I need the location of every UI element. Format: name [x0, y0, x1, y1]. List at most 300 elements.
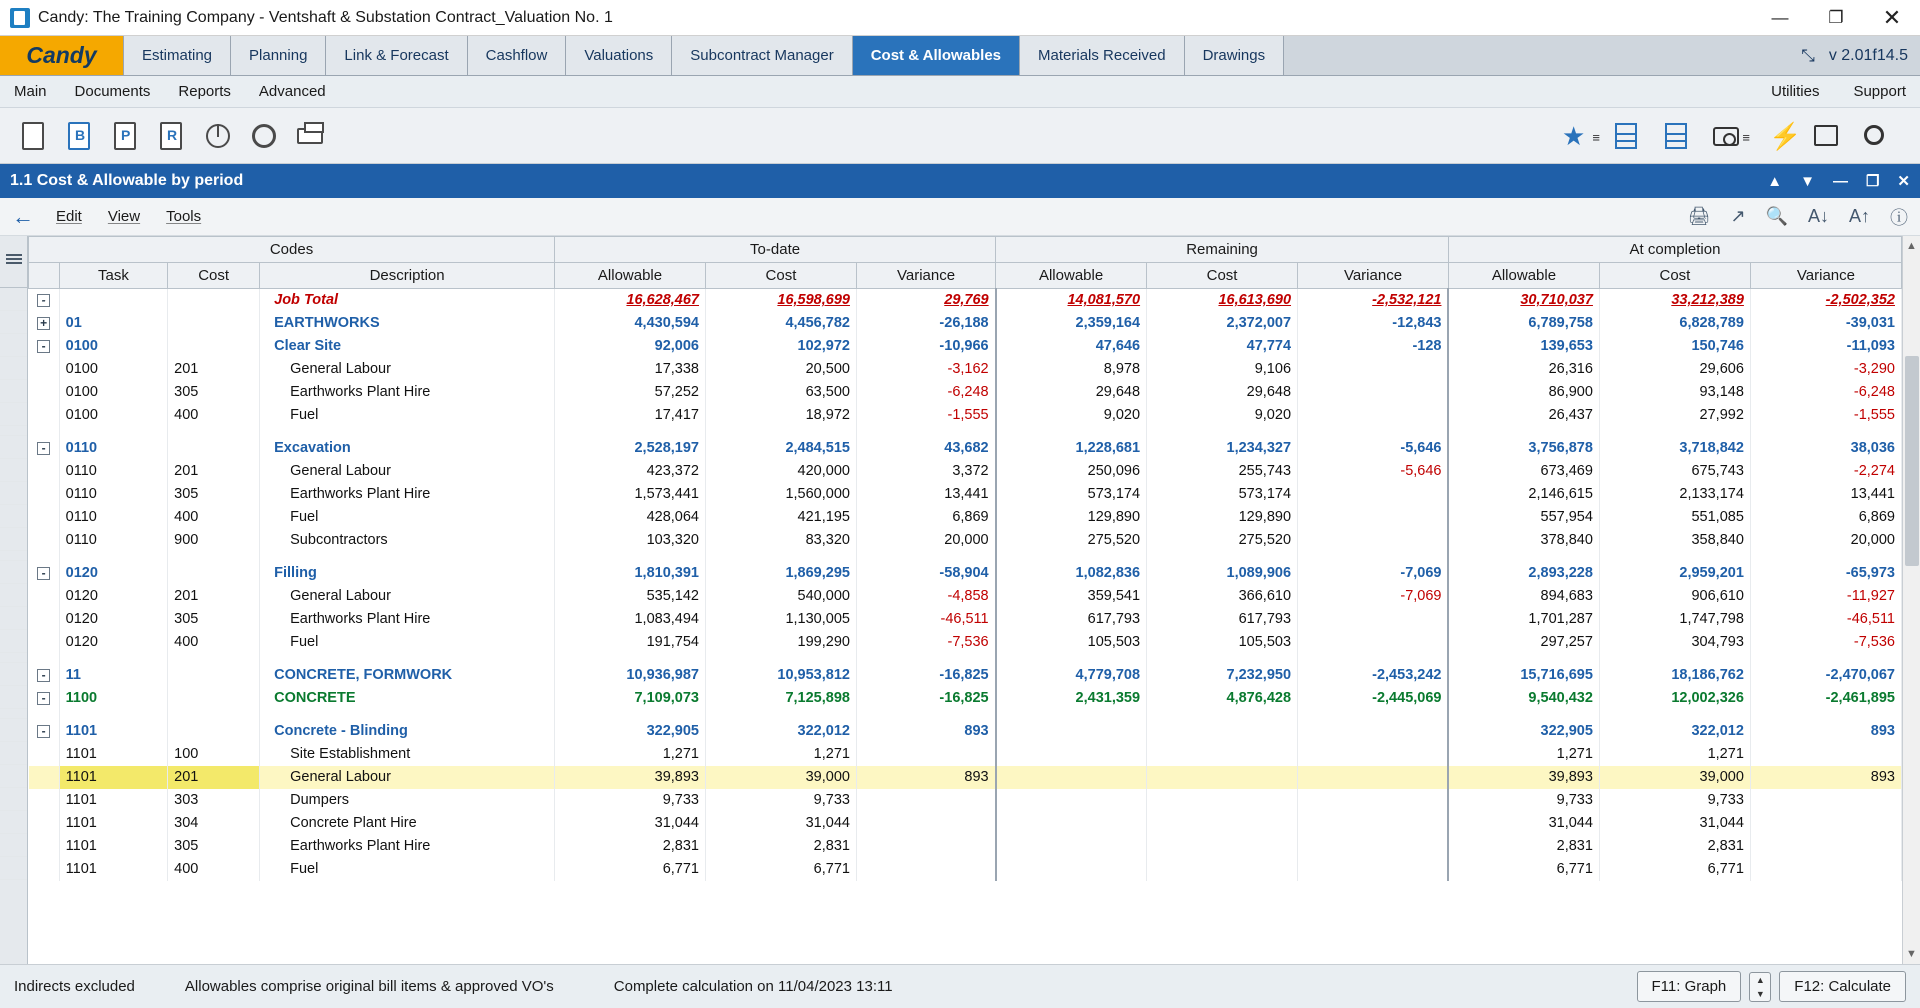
- table-row-spacer: [29, 654, 1902, 664]
- cell-todate-cost: 1,560,000: [706, 483, 857, 506]
- cell-todate-variance: -16,825: [856, 664, 995, 687]
- cell-atcompletion-variance: [1750, 812, 1901, 835]
- cell-todate-allowable: 6,771: [555, 858, 706, 881]
- grid-menu-icon[interactable]: [0, 236, 27, 288]
- menu-reports[interactable]: Reports: [178, 83, 231, 100]
- col-remaining-cost[interactable]: Cost: [1147, 263, 1298, 289]
- cell-atcompletion-allowable: 1,271: [1448, 743, 1599, 766]
- cell-remaining-allowable: 2,431,359: [996, 687, 1147, 710]
- col-expander: [29, 263, 60, 289]
- table-row[interactable]: [29, 437, 1902, 460]
- print-icon[interactable]: 🖨: [1687, 206, 1711, 226]
- cell-todate-variance: -16,825: [856, 687, 995, 710]
- calculate-button[interactable]: F12: Calculate: [1779, 971, 1906, 1002]
- cell-todate-allowable: 7,109,073: [555, 687, 706, 710]
- back-arrow-icon[interactable]: ←: [12, 203, 34, 229]
- cell-todate-cost: 18,972: [706, 404, 857, 427]
- status-indirects: Indirects excluded: [14, 978, 135, 995]
- cell-description: Concrete Plant Hire: [260, 812, 555, 835]
- column-header-row: [29, 263, 1902, 289]
- table-row[interactable]: [29, 460, 1902, 483]
- cell-todate-cost: 1,130,005: [706, 608, 857, 631]
- cell-remaining-cost: 255,743: [1147, 460, 1298, 483]
- inner-minimize-icon[interactable]: —: [1832, 172, 1848, 190]
- spinner-down-icon[interactable]: ▼: [1755, 988, 1765, 999]
- scrollbar-thumb[interactable]: [1905, 356, 1919, 566]
- cell-cost-code: 305: [168, 835, 260, 858]
- table-row[interactable]: [29, 858, 1902, 881]
- report-icon[interactable]: [1656, 116, 1696, 156]
- cell-remaining-cost: [1147, 812, 1298, 835]
- font-increase-icon[interactable]: A↑: [1848, 206, 1870, 226]
- table-row[interactable]: [29, 687, 1902, 710]
- tab-estimating[interactable]: Estimating: [124, 36, 231, 75]
- cell-atcompletion-cost: 18,186,762: [1599, 664, 1750, 687]
- cell-remaining-variance: [1298, 743, 1449, 766]
- table-row[interactable]: [29, 608, 1902, 631]
- cell-todate-allowable: 92,006: [555, 335, 706, 358]
- cell-atcompletion-variance: -3,290: [1750, 358, 1901, 381]
- cell-description: Subcontractors: [260, 529, 555, 552]
- pie-chart-icon[interactable]: [198, 116, 238, 156]
- new-document-icon[interactable]: [14, 116, 54, 156]
- cell-atcompletion-allowable: 39,893: [1448, 766, 1599, 789]
- row-expander[interactable]: -: [29, 289, 60, 312]
- favourites-star-icon[interactable]: ★ ≡: [1562, 120, 1600, 151]
- print-icon[interactable]: [290, 116, 330, 156]
- cell-atcompletion-variance: -39,031: [1750, 312, 1901, 335]
- cell-atcompletion-allowable: 894,683: [1448, 585, 1599, 608]
- cell-atcompletion-cost: 675,743: [1599, 460, 1750, 483]
- cell-task: 1101: [59, 766, 168, 789]
- resource-document-icon[interactable]: [152, 116, 192, 156]
- cell-atcompletion-cost: 9,733: [1599, 789, 1750, 812]
- cell-remaining-variance: -2,532,121: [1298, 289, 1449, 312]
- table-row[interactable]: [29, 506, 1902, 529]
- table-row[interactable]: [29, 631, 1902, 654]
- cell-cost-code: 900: [168, 529, 260, 552]
- tab-drawings[interactable]: Drawings: [1185, 36, 1285, 75]
- table-row[interactable]: [29, 404, 1902, 427]
- bill-document-icon[interactable]: [60, 116, 100, 156]
- cell-task: 1100: [59, 687, 168, 710]
- row-expander[interactable]: [29, 529, 60, 552]
- cell-remaining-variance: [1298, 858, 1449, 881]
- cell-description: Earthworks Plant Hire: [260, 381, 555, 404]
- cell-description: Fuel: [260, 506, 555, 529]
- cell-atcompletion-cost: 27,992: [1599, 404, 1750, 427]
- spinner-control[interactable]: [1749, 972, 1771, 1002]
- cell-remaining-allowable: 275,520: [996, 529, 1147, 552]
- cell-description: Fuel: [260, 404, 555, 427]
- row-expander[interactable]: [29, 460, 60, 483]
- tab-materials-received[interactable]: Materials Received: [1020, 36, 1185, 75]
- row-expander[interactable]: [29, 812, 60, 835]
- table-row-spacer: [29, 710, 1902, 720]
- cell-todate-variance: [856, 835, 995, 858]
- cell-atcompletion-allowable: 15,716,695: [1448, 664, 1599, 687]
- cell-todate-cost: 63,500: [706, 381, 857, 404]
- table-row[interactable]: [29, 743, 1902, 766]
- cell-remaining-cost: 1,234,327: [1147, 437, 1298, 460]
- tab-cost-and-allowables[interactable]: Cost & Allowables: [853, 36, 1020, 75]
- table-body: [29, 289, 1902, 881]
- lightning-icon[interactable]: ⚡: [1769, 120, 1802, 151]
- cell-todate-variance: 6,869: [856, 506, 995, 529]
- cell-atcompletion-variance: -1,555: [1750, 404, 1901, 427]
- menu-documents[interactable]: Documents: [74, 83, 151, 100]
- table-row[interactable]: [29, 289, 1902, 312]
- tab-cashflow[interactable]: Cashflow: [468, 36, 567, 75]
- cell-description: General Labour: [260, 585, 555, 608]
- cell-todate-allowable: 57,252: [555, 381, 706, 404]
- cell-atcompletion-cost: 31,044: [1599, 812, 1750, 835]
- cell-atcompletion-variance: -2,470,067: [1750, 664, 1901, 687]
- cell-todate-variance: -3,162: [856, 358, 995, 381]
- row-expander[interactable]: [29, 585, 60, 608]
- spinner-up-icon[interactable]: ▲: [1755, 974, 1765, 985]
- scroll-up-arrow[interactable]: ▲: [1906, 240, 1917, 252]
- cell-task: 1101: [59, 789, 168, 812]
- cell-todate-allowable: 16,628,467: [555, 289, 706, 312]
- menu-utilities[interactable]: Utilities: [1771, 83, 1820, 100]
- cell-todate-cost: 1,869,295: [706, 562, 857, 585]
- price-document-icon[interactable]: [106, 116, 146, 156]
- cell-remaining-variance: [1298, 608, 1449, 631]
- scroll-down-icon[interactable]: ▼: [1800, 172, 1815, 190]
- maximize-icon[interactable]: ❐: [1828, 7, 1844, 27]
- row-expander[interactable]: -: [29, 437, 60, 460]
- row-expander[interactable]: [29, 835, 60, 858]
- cell-remaining-allowable: 250,096: [996, 460, 1147, 483]
- cell-atcompletion-variance: -11,927: [1750, 585, 1901, 608]
- cell-remaining-variance: -128: [1298, 335, 1449, 358]
- cell-task: 11: [59, 664, 168, 687]
- cell-atcompletion-allowable: 557,954: [1448, 506, 1599, 529]
- cell-todate-cost: 31,044: [706, 812, 857, 835]
- cell-remaining-variance: [1298, 506, 1449, 529]
- cell-remaining-variance: [1298, 766, 1449, 789]
- cell-todate-allowable: 423,372: [555, 460, 706, 483]
- col-todate-allowable[interactable]: Allowable: [555, 263, 706, 289]
- cell-cost-code: 400: [168, 858, 260, 881]
- tab-valuations[interactable]: Valuations: [566, 36, 672, 75]
- table-row[interactable]: [29, 835, 1902, 858]
- cell-atcompletion-allowable: 322,905: [1448, 720, 1599, 743]
- group-header-row: [29, 237, 1902, 263]
- menu-tools[interactable]: Tools: [166, 208, 202, 225]
- cell-task: 0100: [59, 381, 168, 404]
- table-row[interactable]: [29, 562, 1902, 585]
- vertical-scrollbar[interactable]: [1902, 236, 1920, 964]
- col-cost[interactable]: Cost: [168, 263, 260, 289]
- cell-atcompletion-variance: 893: [1750, 720, 1901, 743]
- table-row[interactable]: [29, 381, 1902, 404]
- cell-description: Concrete - Blinding: [260, 720, 555, 743]
- table-row[interactable]: [29, 664, 1902, 687]
- data-table: [28, 236, 1902, 881]
- menu-main[interactable]: Main: [14, 83, 47, 100]
- col-description[interactable]: Description: [260, 263, 555, 289]
- cell-atcompletion-cost: 12,002,326: [1599, 687, 1750, 710]
- cell-atcompletion-cost: 93,148: [1599, 381, 1750, 404]
- cell-task: [59, 289, 168, 312]
- table-row[interactable]: [29, 529, 1902, 552]
- row-expander[interactable]: [29, 381, 60, 404]
- cell-remaining-variance: -2,445,069: [1298, 687, 1449, 710]
- cell-atcompletion-cost: 906,610: [1599, 585, 1750, 608]
- cell-atcompletion-allowable: 6,771: [1448, 858, 1599, 881]
- cell-todate-allowable: 428,064: [555, 506, 706, 529]
- cell-cost-code: 201: [168, 766, 260, 789]
- cell-remaining-cost: 275,520: [1147, 529, 1298, 552]
- tab-subcontract-manager[interactable]: Subcontract Manager: [672, 36, 852, 75]
- tab-link-and-forecast[interactable]: Link & Forecast: [326, 36, 467, 75]
- row-expander[interactable]: -: [29, 562, 60, 585]
- cell-cost-code: [168, 687, 260, 710]
- col-atcompletion-allowable[interactable]: Allowable: [1448, 263, 1599, 289]
- cell-description: Clear Site: [260, 335, 555, 358]
- table-row[interactable]: [29, 812, 1902, 835]
- cell-task: 0120: [59, 585, 168, 608]
- cell-todate-cost: 4,456,782: [706, 312, 857, 335]
- expand-icon[interactable]: ⤡: [1801, 45, 1815, 65]
- cell-task: 0110: [59, 437, 168, 460]
- row-expander[interactable]: [29, 858, 60, 881]
- cell-remaining-allowable: [996, 858, 1147, 881]
- cell-cost-code: 305: [168, 381, 260, 404]
- row-expander[interactable]: [29, 789, 60, 812]
- cell-todate-allowable: 1,573,441: [555, 483, 706, 506]
- search-icon[interactable]: 🔍: [1765, 206, 1788, 226]
- cell-todate-cost: 199,290: [706, 631, 857, 654]
- menu-view[interactable]: View: [107, 208, 141, 225]
- row-expander[interactable]: [29, 404, 60, 427]
- menu-edit[interactable]: Edit: [56, 208, 82, 225]
- cost-allowable-grid: [0, 236, 1920, 964]
- help-icon[interactable]: ⓘ: [1890, 207, 1908, 228]
- cell-atcompletion-cost: 358,840: [1599, 529, 1750, 552]
- cost-allowable-window: [0, 164, 1920, 1008]
- cell-todate-allowable: 17,338: [555, 358, 706, 381]
- table-row[interactable]: [29, 358, 1902, 381]
- table-row[interactable]: [29, 766, 1902, 789]
- cell-remaining-allowable: 573,174: [996, 483, 1147, 506]
- cell-todate-variance: 3,372: [856, 460, 995, 483]
- export-icon[interactable]: ↗: [1730, 206, 1746, 226]
- row-expander[interactable]: -: [29, 335, 60, 358]
- col-todate-variance[interactable]: Variance: [856, 263, 995, 289]
- close-icon[interactable]: ✕: [1882, 4, 1902, 30]
- row-expander[interactable]: [29, 631, 60, 654]
- cell-remaining-allowable: [996, 766, 1147, 789]
- cell-todate-variance: -1,555: [856, 404, 995, 427]
- cell-remaining-allowable: [996, 835, 1147, 858]
- camera-icon[interactable]: ≡: [1706, 116, 1746, 156]
- cell-atcompletion-cost: 2,959,201: [1599, 562, 1750, 585]
- cell-todate-allowable: 322,905: [555, 720, 706, 743]
- cell-todate-allowable: 2,528,197: [555, 437, 706, 460]
- export-icon[interactable]: [1806, 116, 1846, 156]
- cell-atcompletion-cost: 2,133,174: [1599, 483, 1750, 506]
- settings-cogs-icon[interactable]: [1856, 116, 1896, 156]
- cell-remaining-allowable: 129,890: [996, 506, 1147, 529]
- cell-remaining-variance: [1298, 404, 1449, 427]
- cell-description: Fuel: [260, 858, 555, 881]
- cell-atcompletion-variance: -2,461,895: [1750, 687, 1901, 710]
- cell-atcompletion-variance: -65,973: [1750, 562, 1901, 585]
- cell-atcompletion-variance: -11,093: [1750, 335, 1901, 358]
- cell-todate-allowable: 10,936,987: [555, 664, 706, 687]
- cell-atcompletion-allowable: 297,257: [1448, 631, 1599, 654]
- cell-remaining-cost: 129,890: [1147, 506, 1298, 529]
- cell-todate-cost: 16,598,699: [706, 289, 857, 312]
- table-row[interactable]: [29, 312, 1902, 335]
- scroll-down-arrow[interactable]: ▼: [1906, 948, 1917, 960]
- cell-description: Filling: [260, 562, 555, 585]
- cell-atcompletion-cost: 322,012: [1599, 720, 1750, 743]
- inner-maximize-icon[interactable]: ❐: [1865, 173, 1880, 190]
- cell-atcompletion-cost: 304,793: [1599, 631, 1750, 654]
- cell-todate-variance: [856, 789, 995, 812]
- cell-todate-allowable: 191,754: [555, 631, 706, 654]
- cell-atcompletion-cost: 150,746: [1599, 335, 1750, 358]
- cell-description: Earthworks Plant Hire: [260, 483, 555, 506]
- cell-remaining-allowable: 4,779,708: [996, 664, 1147, 687]
- cell-task: 0110: [59, 529, 168, 552]
- col-atcompletion-cost[interactable]: Cost: [1599, 263, 1750, 289]
- cell-cost-code: 304: [168, 812, 260, 835]
- cell-remaining-cost: 16,613,690: [1147, 289, 1298, 312]
- cell-remaining-variance: [1298, 358, 1449, 381]
- group-header-at-completion: At completion: [1448, 237, 1901, 263]
- table-row[interactable]: [29, 789, 1902, 812]
- cell-remaining-variance: [1298, 835, 1449, 858]
- cell-description: EARTHWORKS: [260, 312, 555, 335]
- inner-close-icon[interactable]: ✕: [1897, 173, 1910, 190]
- group-header-codes: Codes: [29, 237, 555, 263]
- cell-todate-cost: 420,000: [706, 460, 857, 483]
- cell-cost-code: [168, 437, 260, 460]
- col-remaining-variance[interactable]: Variance: [1298, 263, 1449, 289]
- cell-atcompletion-allowable: 2,893,228: [1448, 562, 1599, 585]
- cell-atcompletion-allowable: 31,044: [1448, 812, 1599, 835]
- row-expander[interactable]: -: [29, 687, 60, 710]
- row-expander[interactable]: [29, 358, 60, 381]
- scroll-up-icon[interactable]: ▲: [1767, 172, 1783, 190]
- row-expander[interactable]: -: [29, 664, 60, 687]
- cell-todate-variance: -4,858: [856, 585, 995, 608]
- cell-atcompletion-allowable: 1,701,287: [1448, 608, 1599, 631]
- cell-remaining-allowable: 29,648: [996, 381, 1147, 404]
- cell-remaining-cost: [1147, 789, 1298, 812]
- cell-atcompletion-allowable: 3,756,878: [1448, 437, 1599, 460]
- cell-remaining-allowable: 9,020: [996, 404, 1147, 427]
- brand-logo: Candy: [0, 36, 124, 75]
- row-expander[interactable]: [29, 766, 60, 789]
- cell-atcompletion-variance: -2,274: [1750, 460, 1901, 483]
- cell-todate-allowable: 17,417: [555, 404, 706, 427]
- cell-description: Site Establishment: [260, 743, 555, 766]
- cell-remaining-variance: [1298, 789, 1449, 812]
- cell-atcompletion-allowable: 30,710,037: [1448, 289, 1599, 312]
- group-header-remaining: Remaining: [996, 237, 1449, 263]
- cell-description: CONCRETE, FORMWORK: [260, 664, 555, 687]
- cell-task: 0100: [59, 358, 168, 381]
- row-expander[interactable]: +: [29, 312, 60, 335]
- cell-cost-code: [168, 312, 260, 335]
- cell-task: 1101: [59, 812, 168, 835]
- cell-remaining-cost: 366,610: [1147, 585, 1298, 608]
- menu-support[interactable]: Support: [1853, 83, 1906, 100]
- graph-button[interactable]: F11: Graph: [1637, 971, 1742, 1002]
- row-expander[interactable]: [29, 483, 60, 506]
- row-expander[interactable]: -: [29, 720, 60, 743]
- font-decrease-icon[interactable]: A↓: [1807, 206, 1829, 226]
- cell-atcompletion-allowable: 9,540,432: [1448, 687, 1599, 710]
- cell-task: 1101: [59, 858, 168, 881]
- row-expander[interactable]: [29, 608, 60, 631]
- inner-menu-right: [1688, 204, 1908, 230]
- tab-bar-right: [1284, 36, 1920, 75]
- cell-cost-code: 400: [168, 631, 260, 654]
- table-row[interactable]: [29, 483, 1902, 506]
- col-remaining-allowable[interactable]: Allowable: [996, 263, 1147, 289]
- tab-planning[interactable]: Planning: [231, 36, 326, 75]
- cell-todate-variance: 43,682: [856, 437, 995, 460]
- cell-remaining-allowable: 14,081,570: [996, 289, 1147, 312]
- cell-cost-code: 303: [168, 789, 260, 812]
- cell-atcompletion-cost: 2,831: [1599, 835, 1750, 858]
- cell-todate-variance: 29,769: [856, 289, 995, 312]
- minimize-icon[interactable]: —: [1771, 7, 1789, 27]
- status-allowables: Allowables comprise original bill items & approved VO's: [184, 978, 554, 995]
- col-atcompletion-variance[interactable]: Variance: [1750, 263, 1901, 289]
- table-row[interactable]: [29, 585, 1902, 608]
- col-todate-cost[interactable]: Cost: [706, 263, 857, 289]
- cell-todate-variance: -7,536: [856, 631, 995, 654]
- cell-remaining-allowable: 105,503: [996, 631, 1147, 654]
- cell-todate-variance: 20,000: [856, 529, 995, 552]
- cell-remaining-allowable: [996, 720, 1147, 743]
- cell-task: 1101: [59, 835, 168, 858]
- status-bar-actions: [1637, 971, 1906, 1002]
- cell-remaining-cost: 4,876,428: [1147, 687, 1298, 710]
- cell-atcompletion-cost: 1,271: [1599, 743, 1750, 766]
- module-tab-bar: [0, 36, 1920, 76]
- menu-advanced[interactable]: Advanced: [258, 83, 326, 100]
- cell-atcompletion-allowable: 86,900: [1448, 381, 1599, 404]
- cell-atcompletion-allowable: 26,437: [1448, 404, 1599, 427]
- window-title: Candy: The Training Company - Ventshaft & Substation Contract_Valuation No. 1: [38, 8, 613, 26]
- cell-cost-code: [168, 664, 260, 687]
- cell-atcompletion-cost: 39,000: [1599, 766, 1750, 789]
- table-row[interactable]: [29, 720, 1902, 743]
- row-expander[interactable]: [29, 506, 60, 529]
- cell-todate-cost: 1,271: [706, 743, 857, 766]
- row-expander[interactable]: [29, 743, 60, 766]
- cell-todate-allowable: 39,893: [555, 766, 706, 789]
- col-task[interactable]: Task: [59, 263, 168, 289]
- cell-todate-cost: 6,771: [706, 858, 857, 881]
- table-row[interactable]: [29, 335, 1902, 358]
- spreadsheet-icon[interactable]: [1606, 116, 1646, 156]
- cell-atcompletion-cost: 551,085: [1599, 506, 1750, 529]
- gear-icon[interactable]: [244, 116, 284, 156]
- cell-cost-code: 305: [168, 483, 260, 506]
- cell-todate-variance: 893: [856, 766, 995, 789]
- cell-todate-allowable: 2,831: [555, 835, 706, 858]
